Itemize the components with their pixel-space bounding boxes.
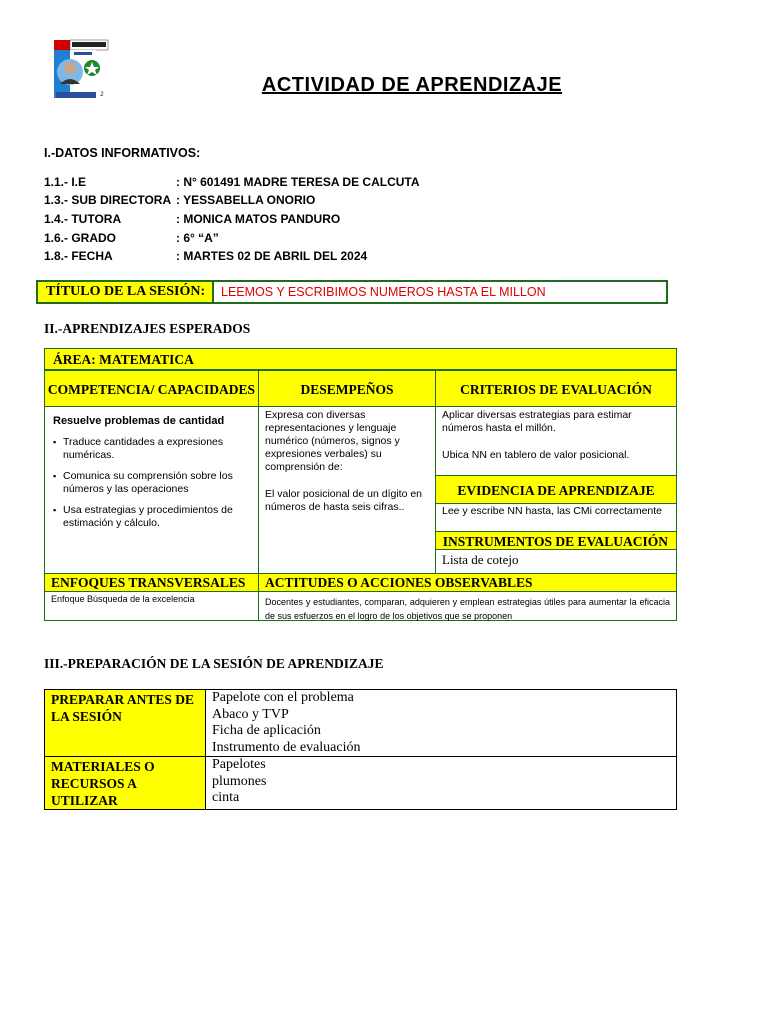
datos-row-grado	[44, 231, 219, 245]
datos-value: : N° 601491 MADRE TERESA DE CALCUTA	[176, 175, 420, 189]
list-item: Papelotes	[212, 757, 266, 772]
actitud-value: Docentes y estudiantes, comparan, adquieren y emplean estrategias útiles para aumentar la eficacia de sus esfuerzos en el logro de los objetivos que se proponen	[258, 591, 677, 621]
list-item: Papelote con el problema	[212, 690, 354, 705]
criterios-cell	[435, 406, 677, 476]
list-item: ▪ Traduce cantidades a expresiones numéricas.	[53, 436, 250, 462]
svg-text:2: 2	[100, 91, 104, 98]
datos-value: : 6° “A”	[176, 231, 219, 245]
datos-key: 1.6.- GRADO	[44, 231, 117, 245]
preparacion-heading: III.-PREPARACIÓN DE LA SESIÓN DE APRENDIZAJE	[44, 656, 384, 671]
area-row: ÁREA: MATEMATICA	[44, 348, 677, 370]
session-title-label: TÍTULO DE LA SESIÓN:	[38, 282, 214, 302]
list-item: Abaco y TVP	[212, 706, 289, 722]
preparar-label: PREPARAR ANTES DE LA SESIÓN	[44, 689, 206, 757]
evidencia-value: Lee y escribe NN hasta, las CMi correctamente	[435, 503, 677, 532]
list-item: ▪ Usa estrategias y procedimientos de estimación y cálculo.	[53, 504, 250, 530]
capacidades-list	[53, 436, 250, 530]
datos-row-ie	[44, 175, 420, 189]
desempenos-cell	[258, 406, 436, 574]
col-criterios: CRITERIOS DE EVALUACIÓN	[435, 370, 677, 407]
session-title-value: LEEMOS Y ESCRIBIMOS NUMEROS HASTA EL MILLON	[221, 285, 546, 299]
preparar-items	[205, 689, 677, 757]
datos-value: : YESSABELLA ONORIO	[176, 193, 316, 207]
datos-value: : MONICA MATOS PANDURO	[176, 212, 341, 226]
datos-value: : MARTES 02 DE ABRIL DEL 2024	[176, 249, 368, 263]
datos-key: 1.4.- TUTORA	[44, 212, 122, 226]
materiales-items	[205, 756, 677, 810]
evidencia-label: EVIDENCIA DE APRENDIZAJE	[435, 475, 677, 504]
enfoques-label: ENFOQUES TRANSVERSALES	[44, 573, 259, 592]
desempeno-text-2: El valor posicional de un dígito en números de hasta seis cifras..	[265, 488, 423, 513]
list-item: cinta	[212, 790, 240, 805]
instrumentos-value: Lista de cotejo	[435, 549, 677, 574]
criterio-text-1: Aplicar diversas estrategias para estimar números hasta el millón.	[442, 409, 632, 434]
enfoque-value: Enfoque Búsqueda de la excelencia	[44, 591, 259, 621]
list-item: ▪ Comunica su comprensión sobre los números y las operaciones	[53, 470, 250, 496]
criterio-text-2: Ubica NN en tablero de valor posicional.	[442, 449, 630, 461]
desempeno-text-1: Expresa con diversas representaciones y lenguaje numérico (números, signos y expresiones verbales) su comprensión de:	[265, 409, 400, 473]
aprendizajes-heading: II.-APRENDIZAJES ESPERADOS	[44, 321, 251, 336]
datos-key: 1.3.- SUB DIRECTORA	[44, 193, 172, 207]
competencia-cell	[44, 406, 259, 574]
datos-row-tutora	[44, 212, 340, 226]
actitudes-label: ACTITUDES O ACCIONES OBSERVABLES	[258, 573, 677, 592]
datos-row-subdirectora	[44, 193, 315, 207]
list-item: Instrumento de evaluación	[212, 739, 361, 755]
col-competencia: COMPETENCIA/ CAPACIDADES	[44, 370, 259, 407]
materiales-label: MATERIALES O RECURSOS A UTILIZAR	[44, 756, 206, 810]
competencia-title: Resuelve problemas de cantidad	[53, 415, 225, 427]
list-item: Ficha de aplicación	[212, 723, 321, 738]
page-title: ACTIVIDAD DE APRENDIZAJE	[261, 74, 563, 96]
list-item: plumones	[212, 773, 267, 789]
datos-heading: I.-DATOS INFORMATIVOS:	[44, 146, 201, 160]
datos-row-fecha	[44, 249, 367, 263]
instrumentos-label: INSTRUMENTOS DE EVALUACIÓN	[435, 531, 677, 550]
col-desempenos: DESEMPEÑOS	[258, 370, 436, 407]
datos-key: 1.1.- I.E	[44, 175, 87, 189]
datos-key: 1.8.- FECHA	[44, 249, 113, 263]
